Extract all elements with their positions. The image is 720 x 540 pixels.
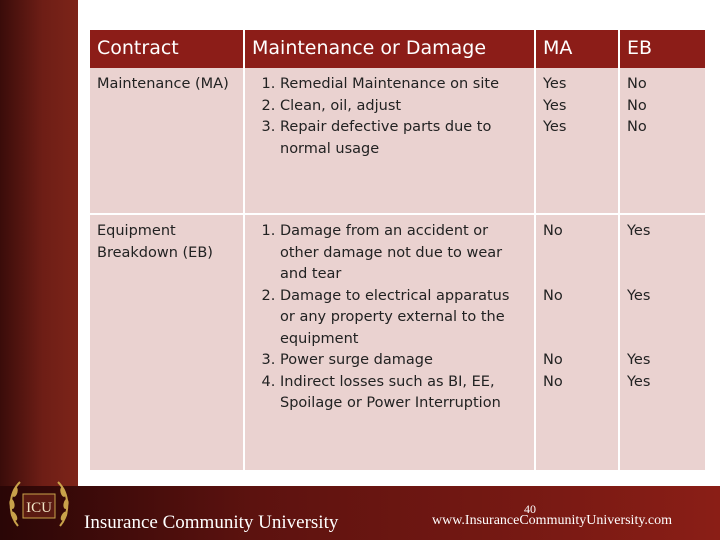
items-list: [252, 74, 527, 160]
header-contract: Contract: [90, 30, 244, 68]
items-cell: [244, 214, 535, 470]
left-sidebar-band: [0, 0, 78, 540]
ma-cell: No No No No: [535, 214, 619, 470]
eb-cell: No No No: [619, 68, 705, 214]
list-item: 4. Indirect losses such as BI, EE, Spoilage or Power Interruption: [280, 372, 527, 415]
header-maintenance-or-damage: Maintenance or Damage: [244, 30, 535, 68]
footer-title: Insurance Community University: [84, 512, 339, 533]
list-item: 2. Clean, oil, adjust: [280, 96, 527, 118]
contract-cell: Equipment Breakdown (EB): [90, 214, 244, 470]
eb-cell: Yes Yes Yes Yes: [619, 214, 705, 470]
header-eb: EB: [619, 30, 705, 68]
list-item: 1. Remedial Maintenance on site: [280, 74, 527, 96]
footer-url: www.InsuranceCommunityUniversity.com: [432, 513, 673, 528]
contract-cell: Maintenance (MA): [90, 68, 244, 214]
table-row: [90, 68, 705, 214]
ma-cell: Yes Yes Yes: [535, 68, 619, 214]
svg-text:ICU: ICU: [26, 500, 52, 516]
items-list: [252, 221, 527, 415]
table-header-row: [90, 30, 705, 68]
header-ma: MA: [535, 30, 619, 68]
icu-logo: [6, 472, 72, 538]
items-cell: [244, 68, 535, 214]
table-row: [90, 214, 705, 470]
list-item: 3. Repair defective parts due to normal usage: [280, 117, 527, 160]
list-item: 3. Power surge damage: [280, 350, 527, 372]
list-item: 2. Damage to electrical apparatus or any property external to the equipment: [280, 286, 527, 351]
page-number: 40: [524, 502, 536, 516]
list-item: 1. Damage from an accident or other damage not due to wear and tear: [280, 221, 527, 286]
coverage-table: [90, 30, 705, 470]
